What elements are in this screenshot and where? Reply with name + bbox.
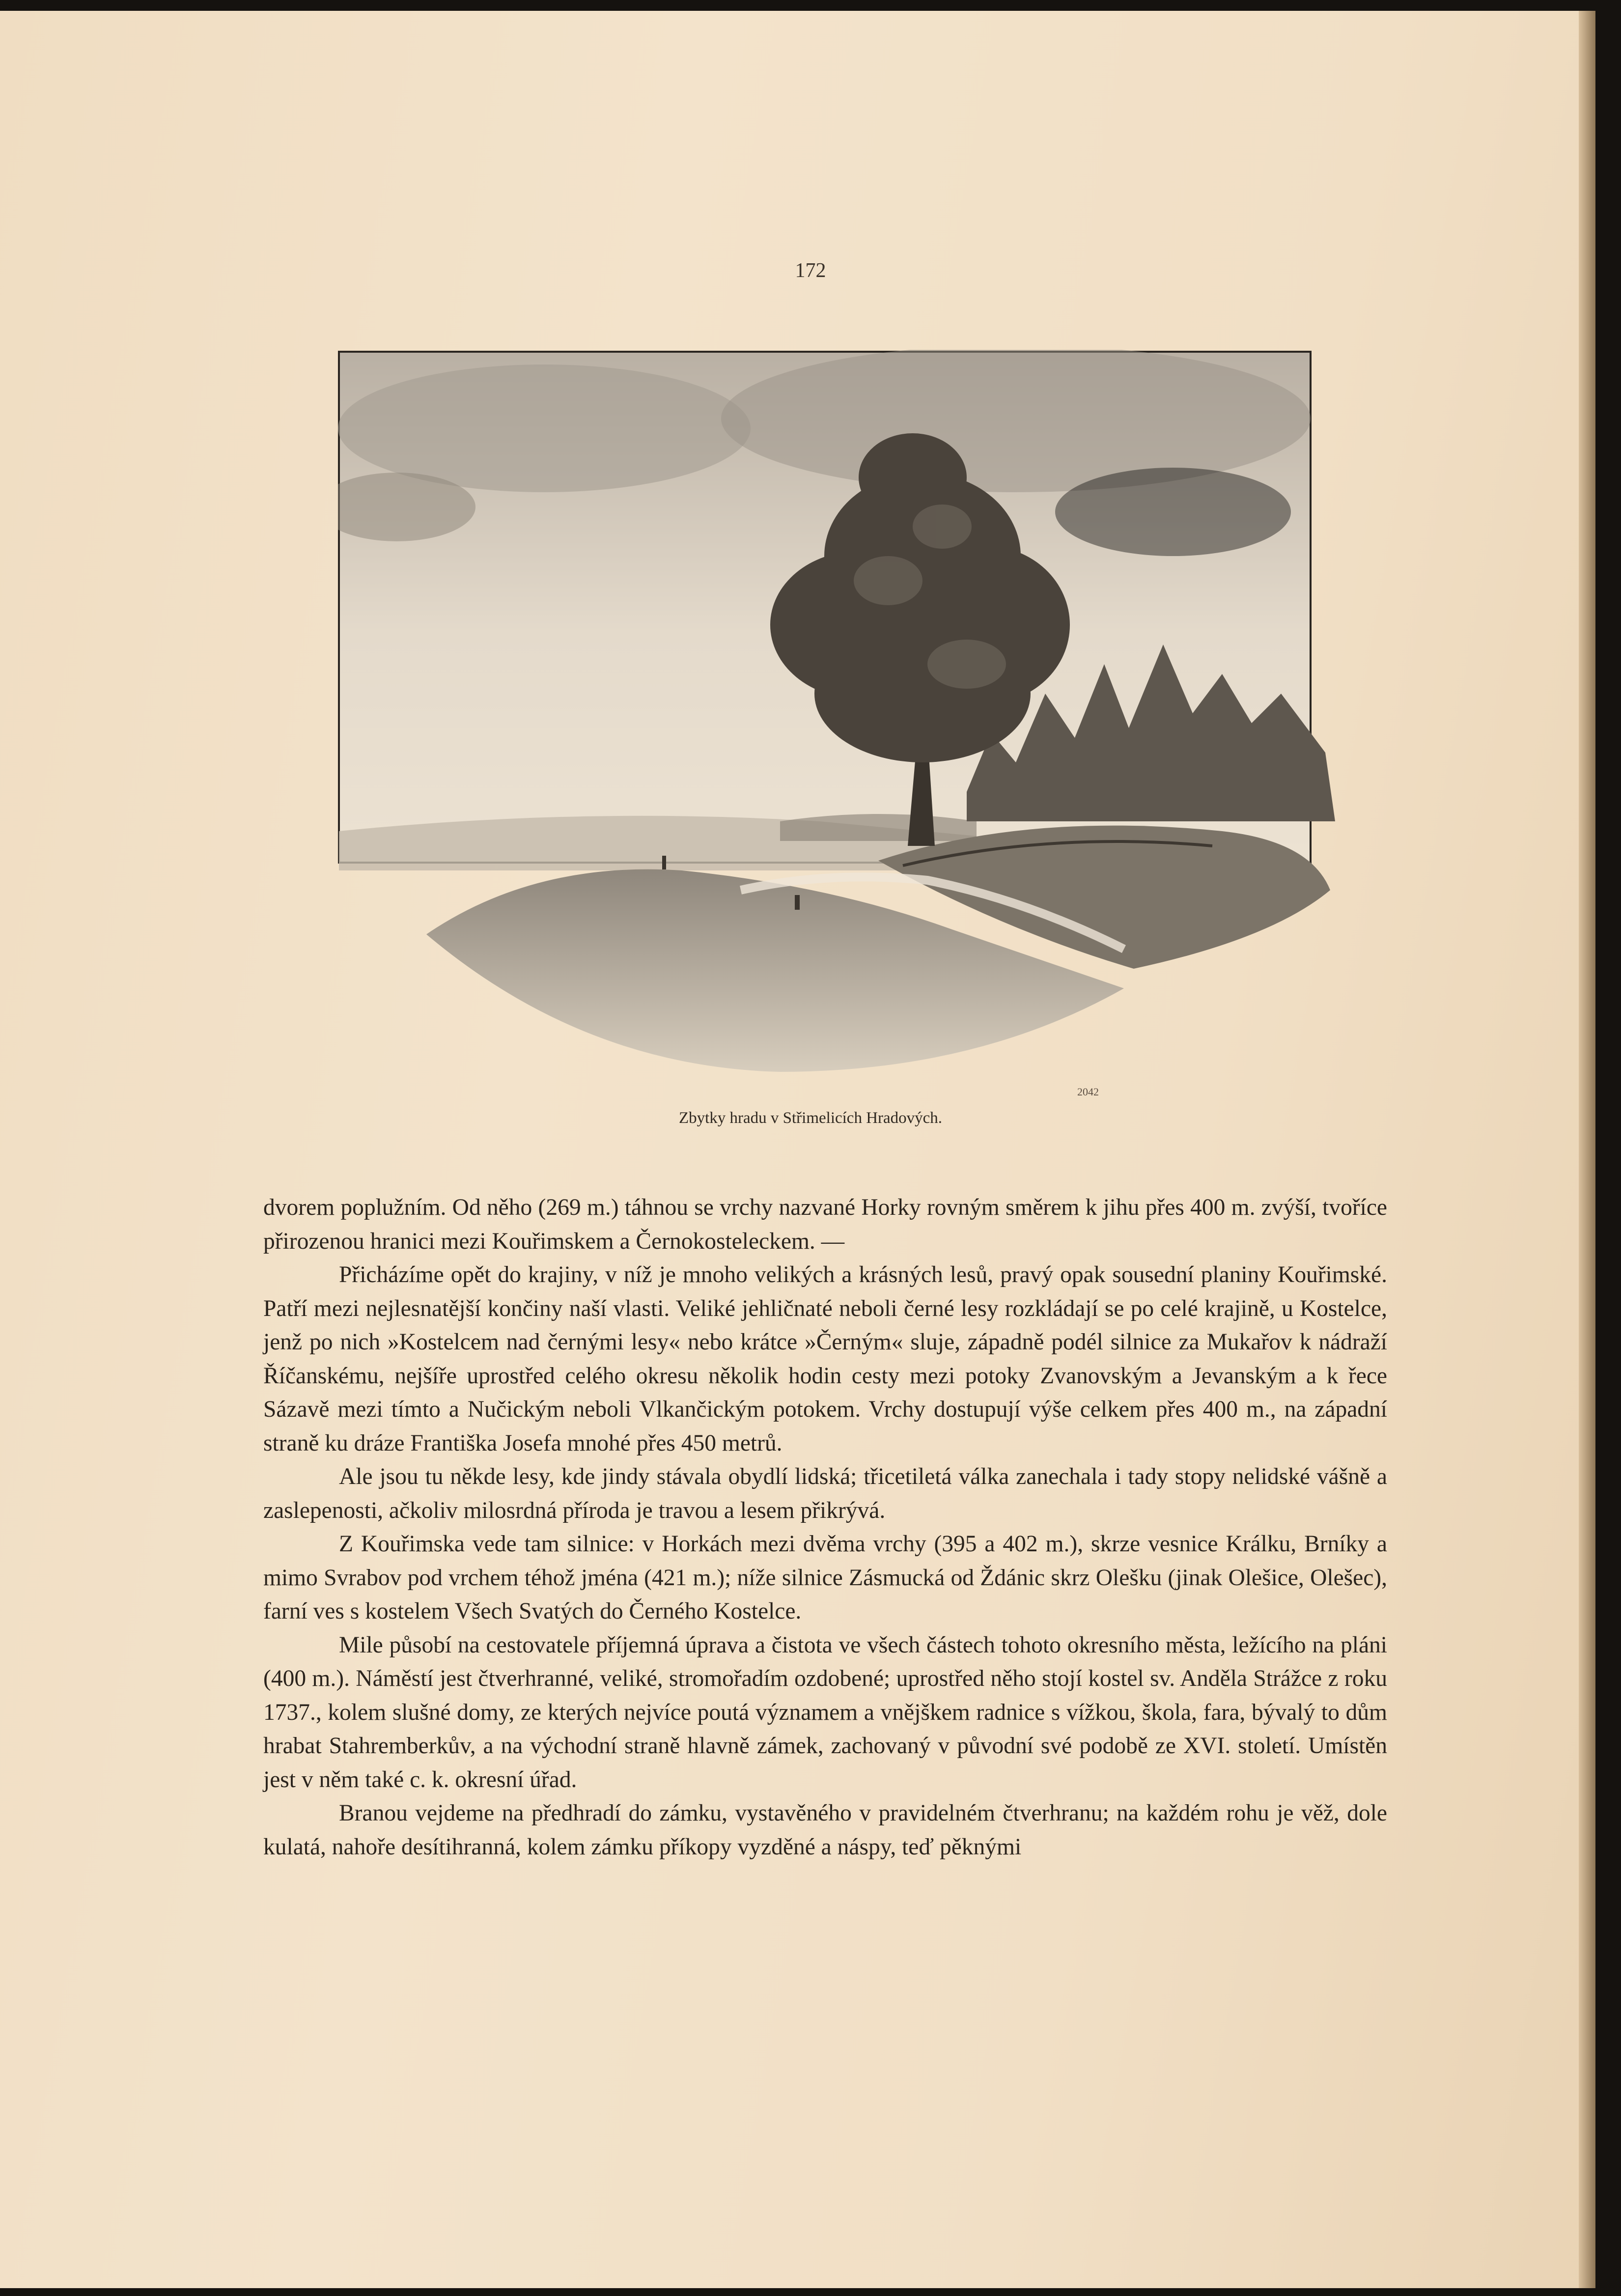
body-text xyxy=(263,1191,1387,1864)
paragraph: Ale jsou tu někde lesy, kde jindy stávala obydlí lidská; třicetiletá válka zanechala i tady stopy nelidské vášně a zaslepenosti, ačkoliv milosrdná příroda je travou a lesem přikrývá. xyxy=(263,1464,1387,1523)
plate-number: 2042 xyxy=(1077,1086,1099,1098)
paragraph: Mile působí na cestovatele příjemná úprava a čistota ve všech částech tohoto okresního města, ležícího na pláni (400 m.). Náměstí jest čtverhranné, veliké, stromořadím ozdobené; uprostřed něho stojí kostel sv. Anděla Strážce z roku 1737., kolem slušné domy, ze kterých nejvíce poutá významem a vnějškem radnice s vížkou, škola, fara, bývalý to dům hrabat Stahremberkův, a na východní straně hlavně zámek, zachovaný v původní své podobě ze XVI. století. Umístěn jest v něm také c. k. okresní úřad. xyxy=(263,1632,1387,1792)
page-number: 172 xyxy=(795,259,826,282)
paragraph: Branou vejdeme na předhradí do zámku, vystavěného v pravidelném čtverhranu; na každém rohu je věž, dole kulatá, nahoře desítihranná, kolem zámku příkopy vyzděné a náspy, teď pěknými xyxy=(263,1800,1387,1860)
book-page xyxy=(0,11,1595,2288)
page-edge xyxy=(1579,11,1595,2288)
illustration-caption: Zbytky hradu v Střimelicích Hradových. xyxy=(678,1109,943,1127)
paragraph: dvorem poplužním. Od něho (269 m.) táhnou se vrchy nazvané Horky rovným směrem k jihu přes 400 m. zvýší, tvoříce přirozenou hranici mezi Kouřimskem a Černokosteleckem. — xyxy=(263,1195,1387,1254)
landscape-illustration xyxy=(338,350,1336,1072)
paragraph: Z Kouřimska vede tam silnice: v Horkách mezi dvěma vrchy (395 a 402 m.), skrze vesnice Králku, Brníky a mimo Svrabov pod vrchem téhož jména (421 m.); níže silnice Zásmucká od Ždánic skrz Olešku (jinak Olešice, Olešec), farní ves s kostelem Všech Svatých do Černého Kostelce. xyxy=(263,1531,1387,1624)
paragraph: Přicházíme opět do krajiny, v níž je mnoho velikých a krásných lesů, pravý opak sousední planiny Kouřimské. Patří mezi nejlesnatější končiny naší vlasti. Veliké jehličnaté neboli černé lesy rozkládají se po celé krajině, u Kostelce, jenž po nich »Kostelcem nad černými lesy« nebo krátce »Černým« sluje, západně podél silnice za Mukařov k nádraží Říčanskému, nejšíře uprostřed celého okresu několik hodin cesty mezi potoky Zvanovským a Jevanským a k řece Sázavě mezi tímto a Nučickým neboli Vlkančickým potokem. Vrchy dostupují výše celkem přes 400 m., na západní straně ku dráze Františka Josefa mnohé přes 450 metrů. xyxy=(263,1262,1387,1456)
